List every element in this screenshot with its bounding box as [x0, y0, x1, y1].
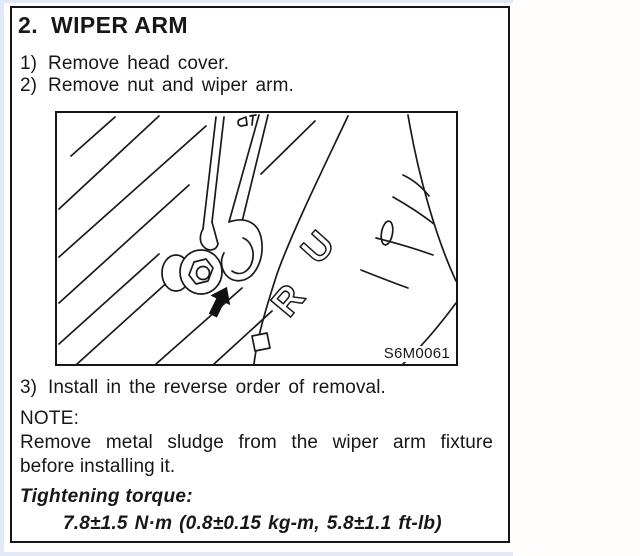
figure-code-label: S6M0061: [383, 344, 450, 362]
torque-value: 7.8±1.5 N·m (0.8±0.15 kg-m, 5.8±1.1 ft-lb): [63, 513, 442, 534]
step-item-1: [20, 53, 498, 75]
emblem-letter-u: U: [293, 223, 344, 273]
section-title: WIPER ARM: [50, 12, 188, 38]
section-number: 2.: [18, 12, 38, 38]
wiper-arm: [222, 115, 268, 281]
pivot-nut: [162, 250, 222, 294]
step-item-3: [20, 377, 498, 399]
step-number: 2): [20, 75, 38, 96]
note-text-line-2: before installing it.: [20, 456, 176, 477]
blade-clip-icon: [238, 115, 256, 126]
wiper-arm-figure: [55, 111, 458, 366]
step-text: Remove head cover.: [48, 53, 230, 74]
step-number: 3): [20, 377, 38, 398]
windshield-lines: [59, 116, 315, 364]
figure-line-art: [57, 113, 456, 364]
page-title: [18, 13, 188, 38]
emblem-letter-r: R: [263, 276, 314, 325]
note-text-line-1: Remove metal sludge from the wiper arm fixture: [20, 432, 493, 453]
note-label: NOTE:: [20, 408, 80, 429]
step-item-2: [20, 75, 498, 97]
step-number: 1): [20, 53, 38, 74]
step-text: Install in the reverse order of removal.: [48, 377, 386, 398]
wiper-blade: [200, 117, 224, 250]
torque-label: Tightening torque:: [20, 486, 193, 507]
step-text: Remove nut and wiper arm.: [48, 75, 294, 96]
